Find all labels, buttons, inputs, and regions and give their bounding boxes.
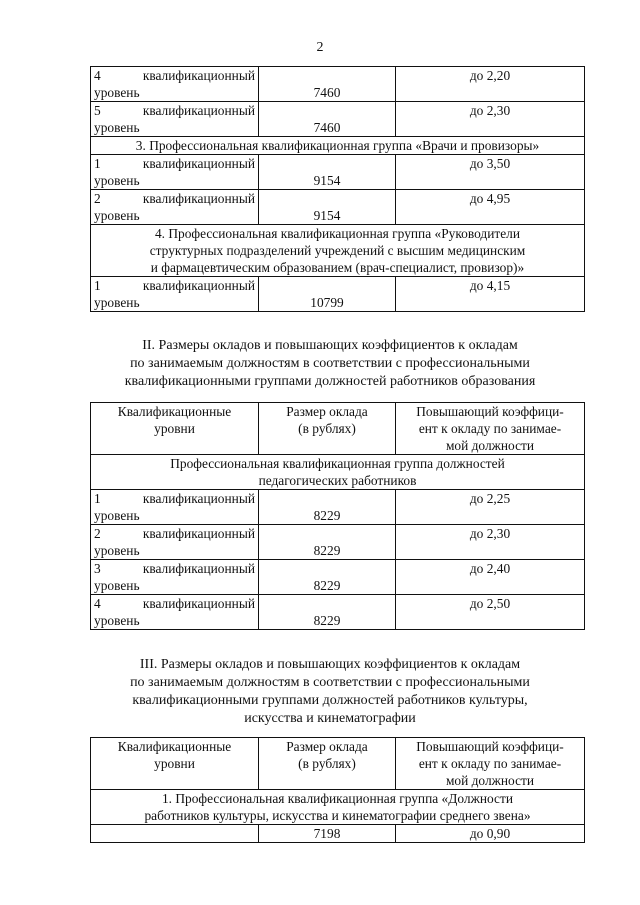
coefficient-cell — [396, 595, 585, 630]
column-header-line: уровни — [154, 421, 195, 436]
column-header-line: мой должности — [445, 438, 535, 453]
level-suffix: уровень — [94, 208, 140, 223]
level-word: квалификационный — [142, 526, 255, 541]
salary-value: 7460 — [313, 120, 341, 135]
section-title-line: II. Размеры окладов и повышающих коэффициентов к окладам — [142, 338, 518, 353]
salary-cell — [259, 595, 396, 630]
level-cell — [91, 190, 259, 225]
table-row — [91, 225, 585, 277]
level-number: 5 — [94, 103, 101, 118]
group-heading-line: работников культуры, искусства и кинематографии среднего звена» — [144, 808, 531, 823]
level-number: 2 — [94, 191, 101, 206]
column-header-line: Размер оклада — [286, 739, 368, 754]
table-row — [91, 525, 585, 560]
level-cell — [91, 155, 259, 190]
coefficient-cell — [396, 825, 585, 843]
table-header-row — [91, 403, 585, 455]
salary-value: 8229 — [313, 613, 341, 628]
column-header-line: Повышающий коэффици- — [416, 404, 564, 419]
level-suffix: уровень — [94, 613, 140, 628]
level-cell — [91, 490, 259, 525]
table-row — [91, 490, 585, 525]
level-name — [94, 155, 255, 189]
column-header-line: ент к окладу по занимае- — [418, 421, 562, 436]
level-number: 3 — [94, 561, 101, 576]
salary-value: 9154 — [313, 208, 341, 223]
table-row — [91, 137, 585, 155]
salary-cell — [259, 190, 396, 225]
page-number: 2 — [316, 40, 324, 55]
level-word: квалификационный — [142, 191, 255, 206]
group-heading-line: 3. Профессиональная квалификационная группа «Врачи и провизоры» — [135, 138, 540, 153]
column-header-col2 — [259, 738, 396, 790]
level-suffix: уровень — [94, 578, 140, 593]
salary-table-education — [90, 402, 585, 630]
column-header-col3 — [396, 403, 585, 455]
salary-value: 10799 — [310, 295, 344, 310]
table-row — [91, 560, 585, 595]
column-header-line: Квалификационные — [117, 404, 232, 419]
salary-cell — [259, 490, 396, 525]
level-number: 4 — [94, 68, 101, 83]
coefficient-cell — [396, 525, 585, 560]
coefficient-cell — [396, 190, 585, 225]
coefficient-cell — [396, 67, 585, 102]
section-title-line: III. Размеры окладов и повышающих коэффициентов к окладам — [139, 657, 521, 672]
level-suffix: уровень — [94, 508, 140, 523]
column-header-col1 — [91, 738, 259, 790]
salary-table-culture — [90, 737, 585, 843]
coefficient-value: до 0,90 — [469, 826, 511, 841]
group-heading-line: Профессиональная квалификационная группа должностей — [170, 456, 505, 471]
level-suffix: уровень — [94, 295, 140, 310]
level-suffix: уровень — [94, 173, 140, 188]
level-word: квалификационный — [142, 156, 255, 171]
coefficient-value: до 2,30 — [469, 103, 511, 118]
section-title-line: искусства и кинематографии — [244, 711, 416, 726]
group-heading-cell — [91, 137, 585, 155]
table-body — [91, 403, 585, 630]
coefficient-value: до 2,30 — [469, 526, 511, 541]
group-heading-line: 1. Профессиональная квалификационная группа «Должности — [161, 791, 513, 806]
table-row — [91, 790, 585, 825]
salary-cell — [259, 525, 396, 560]
group-heading-line: педагогических работников — [258, 473, 417, 488]
column-header-line: уровни — [154, 756, 195, 771]
table-row — [91, 155, 585, 190]
salary-cell — [259, 560, 396, 595]
group-heading-cell — [91, 225, 585, 277]
level-name — [94, 595, 255, 629]
salary-value: 9154 — [313, 173, 341, 188]
salary-value: 8229 — [313, 543, 341, 558]
level-name — [94, 102, 255, 136]
coefficient-value: до 2,50 — [469, 596, 511, 611]
salary-cell — [259, 155, 396, 190]
coefficient-cell — [396, 560, 585, 595]
level-cell — [91, 277, 259, 312]
table-body — [91, 738, 585, 843]
section-title-line: по занимаемым должностям в соответствии с профессиональными — [130, 675, 530, 690]
level-number: 2 — [94, 526, 101, 541]
level-suffix: уровень — [94, 543, 140, 558]
column-header-line: (в рублях) — [298, 756, 356, 771]
level-suffix: уровень — [94, 85, 140, 100]
table-header-row — [91, 738, 585, 790]
level-number: 1 — [94, 156, 101, 171]
level-cell — [91, 560, 259, 595]
group-heading-cell — [91, 455, 585, 490]
coefficient-value: до 2,20 — [469, 68, 511, 83]
group-heading-line: и фармацевтическим образованием (врач-специалист, провизор)» — [150, 260, 525, 275]
coefficient-cell — [396, 490, 585, 525]
level-cell — [91, 525, 259, 560]
level-word: квалификационный — [142, 561, 255, 576]
level-number: 4 — [94, 596, 101, 611]
column-header-line: ент к окладу по занимае- — [418, 756, 562, 771]
salary-table-medical — [90, 66, 585, 312]
table-row — [91, 595, 585, 630]
column-header-line: Размер оклада — [286, 404, 368, 419]
section-2-title — [70, 337, 590, 391]
level-suffix: уровень — [94, 120, 140, 135]
level-name — [94, 67, 255, 101]
level-word: квалификационный — [142, 103, 255, 118]
column-header-col1 — [91, 403, 259, 455]
group-heading-cell — [91, 790, 585, 825]
table-row — [91, 102, 585, 137]
salary-cell — [259, 102, 396, 137]
level-cell — [91, 102, 259, 137]
column-header-line: Повышающий коэффици- — [416, 739, 564, 754]
level-name — [94, 277, 255, 311]
table-row — [91, 190, 585, 225]
section-title-line: по занимаемым должностям в соответствии с профессиональными — [130, 356, 530, 371]
coefficient-value: до 3,50 — [469, 156, 511, 171]
level-number: 1 — [94, 491, 101, 506]
salary-value: 7460 — [313, 85, 341, 100]
level-word: квалификационный — [142, 491, 255, 506]
level-name — [94, 525, 255, 559]
coefficient-value: до 4,95 — [469, 191, 511, 206]
coefficient-value: до 4,15 — [469, 278, 511, 293]
salary-value: 8229 — [313, 508, 341, 523]
salary-value: 7198 — [313, 826, 341, 841]
coefficient-cell — [396, 155, 585, 190]
level-number: 1 — [94, 278, 101, 293]
column-header-col2 — [259, 403, 396, 455]
column-header-line: (в рублях) — [298, 421, 356, 436]
coefficient-value: до 2,40 — [469, 561, 511, 576]
level-cell — [91, 67, 259, 102]
level-name — [94, 190, 255, 224]
section-title-line: квалификационными группами должностей работников культуры, — [132, 693, 528, 708]
section-3-title — [70, 656, 590, 728]
level-name — [94, 490, 255, 524]
coefficient-value: до 2,25 — [469, 491, 511, 506]
group-heading-line: структурных подразделений учреждений с высшим медицинским — [149, 243, 526, 258]
level-word: квалификационный — [142, 278, 255, 293]
column-header-col3 — [396, 738, 585, 790]
table-row — [91, 67, 585, 102]
level-cell — [91, 595, 259, 630]
coefficient-cell — [396, 277, 585, 312]
salary-value: 8229 — [313, 578, 341, 593]
level-name — [94, 560, 255, 594]
column-header-line: Квалификационные — [117, 739, 232, 754]
table-row — [91, 277, 585, 312]
salary-cell — [259, 277, 396, 312]
level-word: квалификационный — [142, 596, 255, 611]
level-cell — [91, 825, 259, 843]
salary-cell — [259, 825, 396, 843]
table-row — [91, 825, 585, 843]
salary-cell — [259, 67, 396, 102]
column-header-line: мой должности — [445, 773, 535, 788]
table-row — [91, 455, 585, 490]
coefficient-cell — [396, 102, 585, 137]
level-word: квалификационный — [142, 68, 255, 83]
table-body — [91, 67, 585, 312]
group-heading-line: 4. Профессиональная квалификационная группа «Руководители — [154, 226, 521, 241]
section-title-line: квалификационными группами должностей работников образования — [124, 374, 536, 389]
